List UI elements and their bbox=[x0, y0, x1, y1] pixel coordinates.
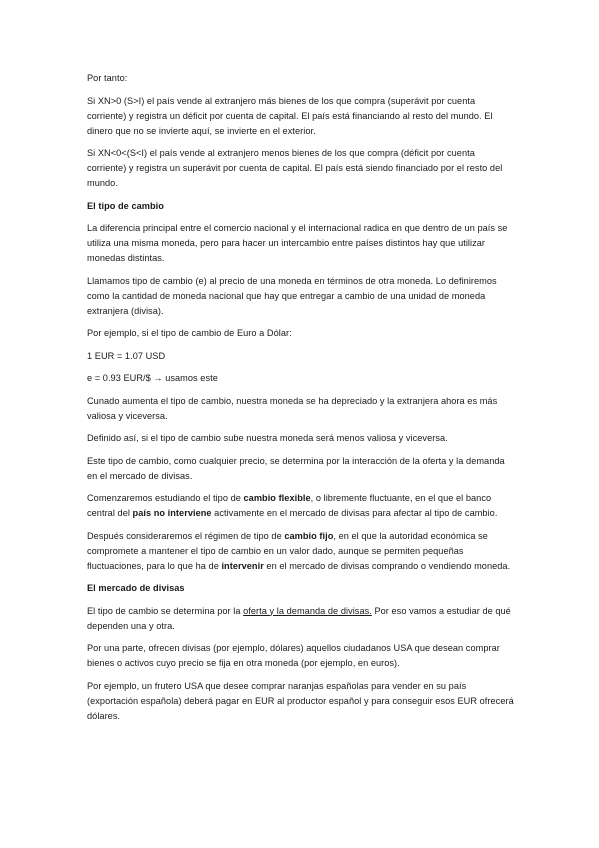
document-body bbox=[87, 71, 514, 731]
heading-mercado-de-divisas: El mercado de divisas bbox=[87, 583, 185, 593]
paragraph-xn-positive: Si XN>0 (S>I) el país vende al extranjero más bienes de los que compra (superávit por cuenta corriente) y registra un déficit por cuenta de capital. El país está financiando al resto del mundo. El dinero que no se invierte aquí, se invierte en el exterior. bbox=[87, 95, 493, 136]
paragraph-eur-usd: 1 EUR = 1.07 USD bbox=[87, 350, 166, 361]
paragraph-por-una-parte: Por una parte, ofrecen divisas (por ejemplo, dólares) aquellos ciudadanos USA que desean comprar bienes o activos cuyo precio se fija en otra moneda (por ejemplo, en euros). bbox=[87, 643, 500, 668]
paragraph-diferencia: La diferencia principal entre el comercio nacional y el internacional radica en que dentro de un país se utiliza una misma moneda, pero para hacer un intercambio entre países distintos hay que utilizar monedas distintas. bbox=[87, 223, 508, 263]
paragraph-llamamos: Llamamos tipo de cambio (e) al precio de una moneda en términos de otra moneda. Lo definiremos como la cantidad de moneda nacional que hay que entregar a cambio de una unidad de moneda extranjera (divisa). bbox=[87, 275, 497, 316]
bold-cambio-fijo: cambio fijo bbox=[284, 530, 334, 541]
text-span: Por eso vamos a estudiar de qué dependen una y otra. bbox=[87, 605, 511, 631]
paragraph-e-value: e = 0.93 EUR/$ → usamos este bbox=[87, 373, 218, 383]
bold-cambio-flexible: cambio flexible bbox=[243, 493, 311, 503]
paragraph-por-tanto: Por tanto: bbox=[87, 73, 128, 83]
paragraph-definido: Definido así, si el tipo de cambio sube nuestra moneda será menos valiosa y viceversa. bbox=[87, 433, 448, 443]
paragraph-cunado: Cunado aumenta el tipo de cambio, nuestra moneda se ha depreciado y la extranjera ahora es más valiosa y viceversa. bbox=[87, 395, 498, 421]
paragraph-este: Este tipo de cambio, como cualquier precio, se determina por la interacción de la oferta y la demanda en el mercado de divisas. bbox=[87, 455, 505, 481]
paragraph-comenzaremos bbox=[87, 491, 514, 521]
bold-intervenir: intervenir bbox=[221, 560, 264, 571]
text-span: Comenzaremos estudiando el tipo de bbox=[87, 493, 244, 503]
text-span: El tipo de cambio se determina por la bbox=[87, 605, 244, 616]
paragraph-despues bbox=[87, 529, 514, 574]
text-span: , en el que la autoridad económica se compromete a mantener el tipo de cambio en un valor dado, aunque se permiten pequeñas fluctuaciones, para lo que ha de bbox=[87, 530, 488, 571]
paragraph-frutero: Por ejemplo, un frutero USA que desee comprar naranjas españolas para vender en su país (exportación española) deberá pagar en EUR al productor español y para conseguir esos EUR ofrecerá dólares. bbox=[87, 680, 514, 721]
underlined-oferta-demanda: oferta y la demanda de divisas. bbox=[243, 605, 372, 616]
paragraph-determina bbox=[87, 604, 514, 634]
text-span: , o libremente fluctuante, en el que el banco central del bbox=[87, 493, 492, 518]
heading-tipo-de-cambio: El tipo de cambio bbox=[87, 200, 164, 211]
paragraph-ejemplo-euro: Por ejemplo, si el tipo de cambio de Euro a Dólar: bbox=[87, 328, 292, 338]
text-span: en el mercado de divisas comprando o vendiendo moneda. bbox=[263, 560, 511, 571]
text-span: activamente en el mercado de divisas para afectar al tipo de cambio. bbox=[211, 508, 498, 518]
text-span: Después consideraremos el régimen de tipo de bbox=[87, 530, 285, 541]
paragraph-xn-negative: Si XN<0<(S<I) el país vende al extranjero menos bienes de los que compra (déficit por cuenta corriente) y registra un superávit por cuenta de capital. El país está siendo financiado por el resto del mundo. bbox=[87, 148, 503, 188]
bold-pais-no-interviene: país no interviene bbox=[132, 508, 212, 518]
